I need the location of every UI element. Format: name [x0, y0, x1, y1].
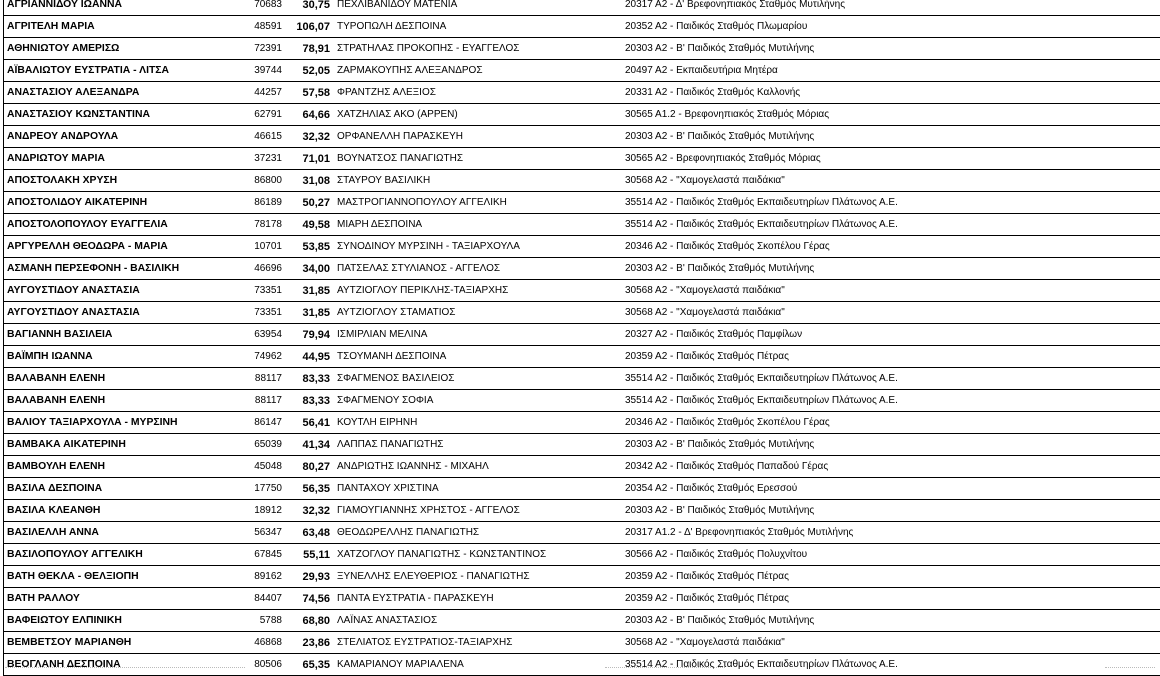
row-unit: 20303 Α2 - Β' Παιδικός Σταθμός Μυτιλήνης — [625, 610, 1160, 632]
row-score: 83,33 — [283, 390, 333, 412]
row-unit: 20331 Α2 - Παιδικός Σταθμός Καλλονής — [625, 82, 1160, 104]
row-score: 80,27 — [283, 456, 333, 478]
row-name: ΑΝΑΣΤΑΣΙΟΥ ΚΩΝΣΤΑΝΤΙΝΑ — [4, 104, 240, 126]
row-score: 74,56 — [283, 588, 333, 610]
row-parent-name: ΑΥΤΖΙΟΓΛΟΥ ΠΕΡΙΚΛΗΣ-ΤΑΞΙΑΡΧΗΣ — [333, 280, 625, 302]
row-unit: 30566 Α2 - Παιδικός Σταθμός Πολυχνίτου — [625, 544, 1160, 566]
row-parent-name: ΣΤΕΛΙΑΤΟΣ ΕΥΣΤΡΑΤΙΟΣ-ΤΑΞΙΑΡΧΗΣ — [333, 632, 625, 654]
row-name: ΒΑΣΙΛΑ ΔΕΣΠΟΙΝΑ — [4, 478, 240, 500]
row-code: 56347 — [239, 522, 283, 544]
row-score: 44,95 — [283, 346, 333, 368]
row-unit: 35514 Α2 - Παιδικός Σταθμός Εκπαιδευτηρίων Πλάτωνος Α.Ε. — [625, 214, 1160, 236]
row-code: 65039 — [239, 434, 283, 456]
row-score: 79,94 — [283, 324, 333, 346]
row-code: 48591 — [239, 16, 283, 38]
row-name: ΒΑΤΗ ΘΕΚΛΑ - ΘΕΛΞΙΟΠΗ — [4, 566, 240, 588]
table-row — [4, 456, 1160, 478]
table-row — [4, 610, 1160, 632]
row-name: ΒΑΣΙΛΕΛΛΗ ΑΝΝΑ — [4, 522, 240, 544]
row-unit: 20359 Α2 - Παιδικός Σταθμός Πέτρας — [625, 588, 1160, 610]
table-row — [4, 302, 1160, 324]
row-score: 63,48 — [283, 522, 333, 544]
row-unit: 20359 Α2 - Παιδικός Σταθμός Πέτρας — [625, 346, 1160, 368]
row-unit: 20303 Α2 - Β' Παιδικός Σταθμός Μυτιλήνης — [625, 126, 1160, 148]
row-name: ΒΑΜΒΑΚΑ ΑΙΚΑΤΕΡΙΝΗ — [4, 434, 240, 456]
row-name: ΑΓΡΙΤΕΛΗ ΜΑΡΙΑ — [4, 16, 240, 38]
row-name: ΑΠΟΣΤΟΛΑΚΗ ΧΡΥΣΗ — [4, 170, 240, 192]
results-table-body — [4, 0, 1160, 676]
row-code: 67845 — [239, 544, 283, 566]
row-unit: 30568 Α2 - "Χαμογελαστά παιδάκια" — [625, 280, 1160, 302]
row-parent-name: ΣΥΝΟΔΙΝΟΥ ΜΥΡΣΙΝΗ - ΤΑΞΙΑΡΧΟΥΛΑ — [333, 236, 625, 258]
row-score: 65,35 — [283, 654, 333, 676]
row-unit: 35514 Α2 - Παιδικός Σταθμός Εκπαιδευτηρίων Πλάτωνος Α.Ε. — [625, 654, 1160, 676]
table-row — [4, 544, 1160, 566]
row-unit: 20352 Α2 - Παιδικός Σταθμός Πλωμαρίου — [625, 16, 1160, 38]
row-unit: 30568 Α2 - "Χαμογελαστά παιδάκια" — [625, 170, 1160, 192]
row-code: 10701 — [239, 236, 283, 258]
table-row — [4, 412, 1160, 434]
row-unit: 20359 Α2 - Παιδικός Σταθμός Πέτρας — [625, 566, 1160, 588]
row-code: 86800 — [239, 170, 283, 192]
table-row — [4, 214, 1160, 236]
row-unit: 20303 Α2 - Β' Παιδικός Σταθμός Μυτιλήνης — [625, 38, 1160, 60]
row-parent-name: ΑΥΤΖΙΟΓΛΟΥ ΣΤΑΜΑΤΙΟΣ — [333, 302, 625, 324]
row-score: 29,93 — [283, 566, 333, 588]
row-parent-name: ΚΟΥΤΛΗ ΕΙΡΗΝΗ — [333, 412, 625, 434]
row-parent-name: ΘΕΟΔΩΡΕΛΛΗΣ ΠΑΝΑΓΙΩΤΗΣ — [333, 522, 625, 544]
row-parent-name: ΠΑΤΣΕΛΑΣ ΣΤΥΛΙΑΝΟΣ - ΑΓΓΕΛΟΣ — [333, 258, 625, 280]
row-code: 74962 — [239, 346, 283, 368]
row-unit: 20346 Α2 - Παιδικός Σταθμός Σκοπέλου Γέρας — [625, 412, 1160, 434]
row-name: ΒΑΤΗ ΡΑΛΛΟΥ — [4, 588, 240, 610]
row-name: ΒΑΛΑΒΑΝΗ ΕΛΕΝΗ — [4, 368, 240, 390]
row-code: 73351 — [239, 280, 283, 302]
row-name: ΑΘΗΝΙΩΤΟΥ ΑΜΕΡΙΣΩ — [4, 38, 240, 60]
row-parent-name: ΒΟΥΝΑΤΣΟΣ ΠΑΝΑΓΙΩΤΗΣ — [333, 148, 625, 170]
table-row — [4, 16, 1160, 38]
row-code: 78178 — [239, 214, 283, 236]
footer-center-text — [605, 667, 725, 671]
row-code: 70683 — [239, 0, 283, 16]
row-score: 41,34 — [283, 434, 333, 456]
row-parent-name: ΠΕΧΛΙΒΑΝΙΔΟΥ ΜΑΤΕΝΙΑ — [333, 0, 625, 16]
row-unit: 35514 Α2 - Παιδικός Σταθμός Εκπαιδευτηρίων Πλάτωνος Α.Ε. — [625, 192, 1160, 214]
row-name: ΑΣΜΑΝΗ ΠΕΡΣΕΦΟΝΗ - ΒΑΣΙΛΙΚΗ — [4, 258, 240, 280]
table-row — [4, 588, 1160, 610]
row-code: 84407 — [239, 588, 283, 610]
row-code: 46615 — [239, 126, 283, 148]
row-parent-name: ΞΥΝΕΛΛΗΣ ΕΛΕΥΘΕΡΙΟΣ - ΠΑΝΑΓΙΩΤΗΣ — [333, 566, 625, 588]
table-row — [4, 60, 1160, 82]
row-score: 68,80 — [283, 610, 333, 632]
row-code: 62791 — [239, 104, 283, 126]
row-score: 64,66 — [283, 104, 333, 126]
row-score: 55,11 — [283, 544, 333, 566]
row-unit: 20317 Α1.2 - Δ' Βρεφονηπιακός Σταθμός Μυτιλήνης — [625, 522, 1160, 544]
row-score: 52,05 — [283, 60, 333, 82]
row-code: 73351 — [239, 302, 283, 324]
row-score: 31,85 — [283, 280, 333, 302]
row-parent-name: ΣΤΑΥΡΟΥ ΒΑΣΙΛΙΚΗ — [333, 170, 625, 192]
row-parent-name: ΠΑΝΤΑΧΟΥ ΧΡΙΣΤΙΝΑ — [333, 478, 625, 500]
row-code: 72391 — [239, 38, 283, 60]
row-name: ΑΥΓΟΥΣΤΙΔΟΥ ΑΝΑΣΤΑΣΙΑ — [4, 280, 240, 302]
row-parent-name: ΙΣΜΙΡΛΙΑΝ ΜΕΛΙΝΑ — [333, 324, 625, 346]
row-unit: 20342 Α2 - Παιδικός Σταθμός Παπαδού Γέρας — [625, 456, 1160, 478]
row-code: 17750 — [239, 478, 283, 500]
row-code: 88117 — [239, 368, 283, 390]
table-row — [4, 82, 1160, 104]
table-row — [4, 280, 1160, 302]
row-name: ΒΑΣΙΛΟΠΟΥΛΟΥ ΑΓΓΕΛΙΚΗ — [4, 544, 240, 566]
results-table — [3, 0, 1160, 676]
row-parent-name: ΛΑΠΠΑΣ ΠΑΝΑΓΙΩΤΗΣ — [333, 434, 625, 456]
table-row — [4, 478, 1160, 500]
row-name: ΑΥΓΟΥΣΤΙΔΟΥ ΑΝΑΣΤΑΣΙΑ — [4, 302, 240, 324]
row-score: 50,27 — [283, 192, 333, 214]
row-code: 39744 — [239, 60, 283, 82]
table-row — [4, 104, 1160, 126]
row-score: 106,07 — [283, 16, 333, 38]
row-score: 49,58 — [283, 214, 333, 236]
row-score: 23,86 — [283, 632, 333, 654]
table-row — [4, 390, 1160, 412]
row-parent-name: ΠΑΝΤΑ ΕΥΣΤΡΑΤΙΑ - ΠΑΡΑΣΚΕΥΗ — [333, 588, 625, 610]
row-code: 44257 — [239, 82, 283, 104]
table-row — [4, 126, 1160, 148]
row-score: 32,32 — [283, 500, 333, 522]
row-name: ΒΑΛΙΟΥ ΤΑΞΙΑΡΧΟΥΛΑ - ΜΥΡΣΙΝΗ — [4, 412, 240, 434]
table-row — [4, 0, 1160, 16]
row-code: 46868 — [239, 632, 283, 654]
row-score: 57,58 — [283, 82, 333, 104]
row-parent-name: ΧΑΤΖΟΓΛΟΥ ΠΑΝΑΓΙΩΤΗΣ - ΚΩΝΣΤΑΝΤΙΝΟΣ — [333, 544, 625, 566]
row-name: ΒΑΛΑΒΑΝΗ ΕΛΕΝΗ — [4, 390, 240, 412]
row-score: 34,00 — [283, 258, 333, 280]
row-score: 31,85 — [283, 302, 333, 324]
row-name: ΑΝΔΡΕΟΥ ΑΝΔΡΟΥΛΑ — [4, 126, 240, 148]
row-unit: 20497 Α2 - Εκπαιδευτήρια Μητέρα — [625, 60, 1160, 82]
row-parent-name: ΜΙΑΡΗ ΔΕΣΠΟΙΝΑ — [333, 214, 625, 236]
table-row — [4, 258, 1160, 280]
row-parent-name: ΣΦΑΓΜΕΝΟΣ ΒΑΣΙΛΕΙΟΣ — [333, 368, 625, 390]
row-name: ΒΑΦΕΙΩΤΟΥ ΕΛΠΙΝΙΚΗ — [4, 610, 240, 632]
footer-left-text — [5, 667, 245, 671]
table-row — [4, 566, 1160, 588]
row-parent-name: ΦΡΑΝΤΖΗΣ ΑΛΕΞΙΟΣ — [333, 82, 625, 104]
row-name: ΑΝΔΡΙΩΤΟΥ ΜΑΡΙΑ — [4, 148, 240, 170]
row-parent-name: ΓΙΑΜΟΥΓΙΑΝΝΗΣ ΧΡΗΣΤΟΣ - ΑΓΓΕΛΟΣ — [333, 500, 625, 522]
row-code: 86189 — [239, 192, 283, 214]
row-name: ΒΕΜΒΕΤΣΟΥ ΜΑΡΙΑΝΘΗ — [4, 632, 240, 654]
row-unit: 30565 Α2 - Βρεφονηπιακός Σταθμός Μόριας — [625, 148, 1160, 170]
footer-page-number — [1105, 667, 1155, 671]
row-unit: 20354 Α2 - Παιδικός Σταθμός Ερεσσού — [625, 478, 1160, 500]
row-name: ΒΑΓΙΑΝΝΗ ΒΑΣΙΛΕΙΑ — [4, 324, 240, 346]
row-unit: 20346 Α2 - Παιδικός Σταθμός Σκοπέλου Γέρας — [625, 236, 1160, 258]
table-row — [4, 632, 1160, 654]
row-score: 56,35 — [283, 478, 333, 500]
row-code: 45048 — [239, 456, 283, 478]
table-row — [4, 368, 1160, 390]
row-score: 71,01 — [283, 148, 333, 170]
row-unit: 20327 Α2 - Παιδικός Σταθμός Παμφίλων — [625, 324, 1160, 346]
table-row — [4, 192, 1160, 214]
row-unit: 30568 Α2 - "Χαμογελαστά παιδάκια" — [625, 632, 1160, 654]
row-parent-name: ΟΡΦΑΝΕΛΛΗ ΠΑΡΑΣΚΕΥΗ — [333, 126, 625, 148]
table-row — [4, 148, 1160, 170]
row-code: 5788 — [239, 610, 283, 632]
row-name: ΒΕΟΓΛΑΝΗ ΔΕΣΠΟΙΝΑ — [4, 654, 240, 676]
row-name: ΑΠΟΣΤΟΛΟΠΟΥΛΟΥ ΕΥΑΓΓΕΛΙΑ — [4, 214, 240, 236]
table-row — [4, 522, 1160, 544]
row-code: 18912 — [239, 500, 283, 522]
row-unit: 20303 Α2 - Β' Παιδικός Σταθμός Μυτιλήνης — [625, 258, 1160, 280]
row-name: ΒΑΜΒΟΥΛΗ ΕΛΕΝΗ — [4, 456, 240, 478]
table-row — [4, 236, 1160, 258]
row-parent-name: ΧΑΤΖΗΛΙΑΣ ΑΚΟ (ΑΡΡΕΝ) — [333, 104, 625, 126]
row-unit: 30568 Α2 - "Χαμογελαστά παιδάκια" — [625, 302, 1160, 324]
table-row — [4, 324, 1160, 346]
row-unit: 30565 Α1.2 - Βρεφονηπιακός Σταθμός Μόριας — [625, 104, 1160, 126]
row-score: 78,91 — [283, 38, 333, 60]
table-row — [4, 170, 1160, 192]
table-row — [4, 38, 1160, 60]
row-code: 46696 — [239, 258, 283, 280]
table-row — [4, 434, 1160, 456]
row-parent-name: ΣΦΑΓΜΕΝΟΥ ΣΟΦΙΑ — [333, 390, 625, 412]
row-code: 80506 — [239, 654, 283, 676]
row-unit: 20303 Α2 - Β' Παιδικός Σταθμός Μυτιλήνης — [625, 500, 1160, 522]
row-name: ΒΑΪΜΠΗ ΙΩΑΝΝΑ — [4, 346, 240, 368]
row-unit: 35514 Α2 - Παιδικός Σταθμός Εκπαιδευτηρίων Πλάτωνος Α.Ε. — [625, 368, 1160, 390]
row-parent-name: ΑΝΔΡΙΩΤΗΣ ΙΩΑΝΝΗΣ - ΜΙΧΑΗΛ — [333, 456, 625, 478]
row-name: ΒΑΣΙΛΑ ΚΛΕΑΝΘΗ — [4, 500, 240, 522]
row-name: ΑΠΟΣΤΟΛΙΔΟΥ ΑΙΚΑΤΕΡΙΝΗ — [4, 192, 240, 214]
row-parent-name: ΚΑΜΑΡΙΑΝΟΥ ΜΑΡΙΑΛΕΝΑ — [333, 654, 625, 676]
row-parent-name: ΣΤΡΑΤΗΛΑΣ ΠΡΟΚΟΠΗΣ - ΕΥΑΓΓΕΛΟΣ — [333, 38, 625, 60]
row-code: 88117 — [239, 390, 283, 412]
row-parent-name: ΜΑΣΤΡΟΓΙΑΝΝΟΠΟΥΛΟΥ ΑΓΓΕΛΙΚΗ — [333, 192, 625, 214]
row-code: 37231 — [239, 148, 283, 170]
row-code: 86147 — [239, 412, 283, 434]
row-unit: 35514 Α2 - Παιδικός Σταθμός Εκπαιδευτηρίων Πλάτωνος Α.Ε. — [625, 390, 1160, 412]
row-parent-name: ΛΑΪΝΑΣ ΑΝΑΣΤΑΣΙΟΣ — [333, 610, 625, 632]
row-score: 31,08 — [283, 170, 333, 192]
row-score: 83,33 — [283, 368, 333, 390]
row-parent-name: ΤΥΡΟΠΩΛΗ ΔΕΣΠΟΙΝΑ — [333, 16, 625, 38]
row-name: ΑΪΒΑΛΙΩΤΟΥ ΕΥΣΤΡΑΤΙΑ - ΛΙΤΣΑ — [4, 60, 240, 82]
row-code: 63954 — [239, 324, 283, 346]
row-code: 89162 — [239, 566, 283, 588]
row-score: 56,41 — [283, 412, 333, 434]
table-row — [4, 346, 1160, 368]
row-score: 32,32 — [283, 126, 333, 148]
table-row — [4, 500, 1160, 522]
row-score: 30,75 — [283, 0, 333, 16]
row-parent-name: ΤΣΟΥΜΑΝΗ ΔΕΣΠΟΙΝΑ — [333, 346, 625, 368]
row-name: ΑΓΡΙΑΝΝΙΔΟΥ ΙΩΑΝΝΑ — [4, 0, 240, 16]
row-unit: 20303 Α2 - Β' Παιδικός Σταθμός Μυτιλήνης — [625, 434, 1160, 456]
row-name: ΑΝΑΣΤΑΣΙΟΥ ΑΛΕΞΑΝΔΡΑ — [4, 82, 240, 104]
row-parent-name: ΖΑΡΜΑΚΟΥΠΗΣ ΑΛΕΞΑΝΔΡΟΣ — [333, 60, 625, 82]
row-name: ΑΡΓΥΡΕΛΛΗ ΘΕΟΔΩΡΑ - ΜΑΡΙΑ — [4, 236, 240, 258]
row-score: 53,85 — [283, 236, 333, 258]
row-unit: 20317 Α2 - Δ' Βρεφονηπιακός Σταθμός Μυτιλήνης — [625, 0, 1160, 16]
